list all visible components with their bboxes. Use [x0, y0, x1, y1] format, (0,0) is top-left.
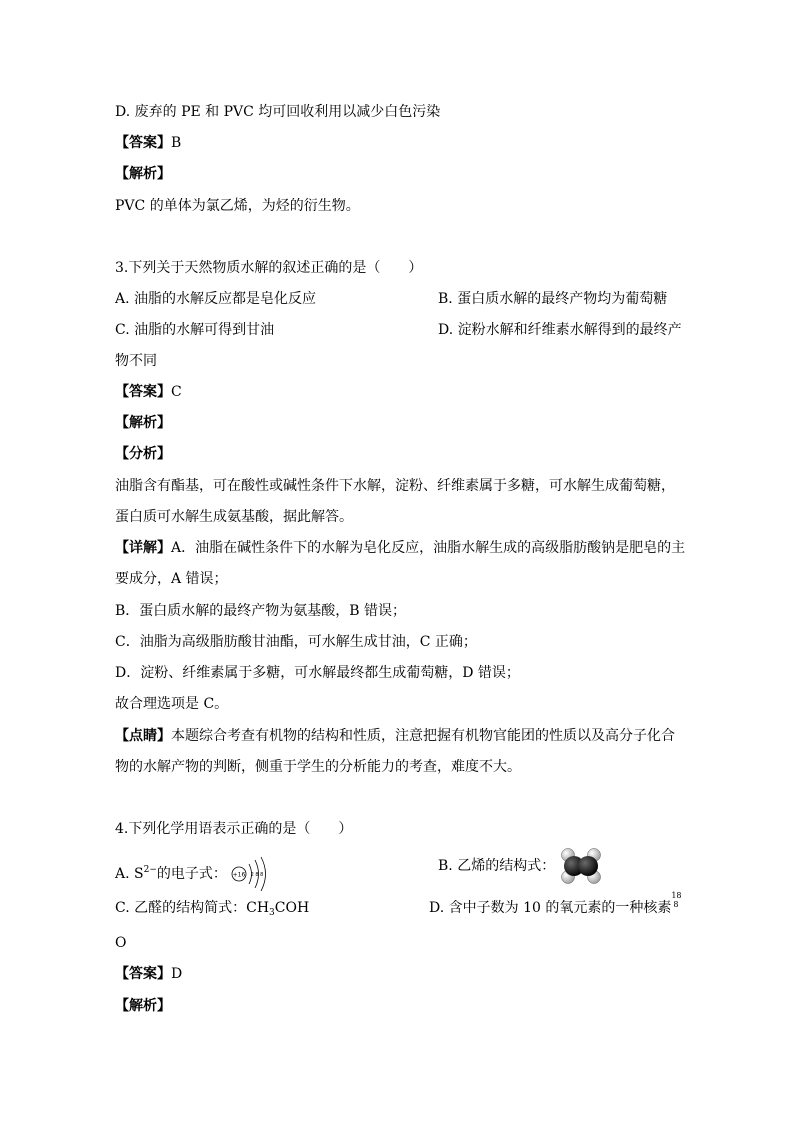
atom-nucleus-label: +16	[233, 871, 246, 879]
q3-detail-a-line1	[115, 538, 685, 558]
q4-analysis-tag: 【解析】	[115, 998, 171, 1014]
atom-shell-electrons: 2 8 8	[250, 872, 264, 878]
q4-option-c-suffix: COH	[274, 900, 310, 916]
isotope-notation	[671, 891, 682, 918]
answer-tag: 【答案】	[115, 384, 171, 400]
q4-option-a	[115, 856, 273, 892]
q4-option-a-prefix: A. S	[115, 866, 144, 882]
dianjing-tag: 【点睛】	[115, 728, 171, 744]
q2-analysis-tag: 【解析】	[115, 166, 171, 182]
q3-analysis-tag: 【解析】	[115, 415, 171, 431]
q4-option-b: B. 乙烯的结构式：	[438, 858, 556, 874]
q3-dianjing-line1	[115, 726, 675, 746]
q2-analysis-text: PVC 的单体为氯乙烯，为烃的衍生物。	[115, 198, 360, 214]
atom-structure-diagram	[231, 856, 273, 892]
q3-fenxi-tag: 【分析】	[115, 446, 171, 462]
dianjing-text: 本题综合考查有机物的结构和性质，注意把握有机物官能团的性质以及高分子化合	[171, 728, 675, 744]
q2-option-d: D. 废弃的 PE 和 PVC 均可回收利用以减少白色污染	[115, 104, 441, 120]
answer-tag: 【答案】	[115, 135, 171, 151]
answer-tag: 【答案】	[115, 966, 171, 982]
q3-fenxi-line1: 油脂含有酯基，可在酸性或碱性条件下水解，淀粉、纤维素属于多糖，可水解生成葡萄糖，	[115, 478, 675, 494]
q4-answer	[115, 964, 182, 984]
q3-conclusion: 故合理选项是 C。	[115, 696, 229, 712]
q4-option-c	[115, 898, 309, 923]
answer-value: D	[171, 966, 183, 982]
q4-option-a-charge: 2−	[143, 865, 157, 875]
q4-stem: 4.下列化学用语表示正确的是（ ）	[115, 821, 353, 837]
isotope-atomic-number: 8	[673, 900, 679, 909]
q3-option-a: A. 油脂的水解反应都是皂化反应	[115, 291, 317, 307]
q4-option-d	[429, 891, 682, 918]
q3-option-d-line1: D. 淀粉水解和纤维素水解得到的最终产	[438, 322, 682, 338]
q3-option-b: B. 蛋白质水解的最终产物均为葡萄糖	[438, 291, 668, 307]
isotope-mass-number: 18	[671, 891, 682, 900]
q4-option-d-text: D. 含中子数为 10 的氧元素的一种核素	[429, 900, 672, 916]
q3-detail-b: B．蛋白质水解的最终产物为氨基酸，B 错误；	[115, 603, 407, 619]
answer-value: C	[171, 384, 182, 400]
q3-fenxi-line2: 蛋白质可水解生成氨基酸，据此解答。	[115, 509, 353, 525]
q4-option-c-sub: 3	[269, 908, 275, 918]
q3-option-d-line2: 物不同	[115, 353, 157, 369]
detail-a-text: A．油脂在碱性条件下的水解为皂化反应，油脂水解生成的高级脂肪酸钠是肥皂的主	[171, 540, 686, 556]
q3-detail-d: D．淀粉、纤维素属于多糖，可水解最终都生成葡萄糖，D 错误；	[115, 665, 520, 681]
q4-option-d-line2: O	[115, 935, 127, 951]
detail-tag: 【详解】	[115, 540, 171, 556]
q3-option-c: C. 油脂的水解可得到甘油	[115, 322, 275, 338]
q3-dianjing-line2: 物的水解产物的判断，侧重于学生的分析能力的考查，难度不大。	[115, 759, 521, 775]
q3-stem: 3.下列关于天然物质水解的叙述正确的是（ ）	[115, 260, 423, 276]
q4-option-c-prefix: C. 乙醛的结构简式：CH	[115, 900, 270, 916]
q3-detail-a-line2: 要成分，A 错误；	[115, 571, 228, 587]
ethylene-model-icon	[560, 848, 602, 884]
q3-detail-c: C．油脂为高级脂肪酸甘油酯，可水解生成甘油，C 正确；	[115, 634, 477, 650]
q4-option-a-suffix: 的电子式：	[156, 866, 227, 882]
q3-answer	[115, 382, 182, 402]
answer-value: B	[171, 135, 182, 151]
q2-answer	[115, 133, 181, 153]
